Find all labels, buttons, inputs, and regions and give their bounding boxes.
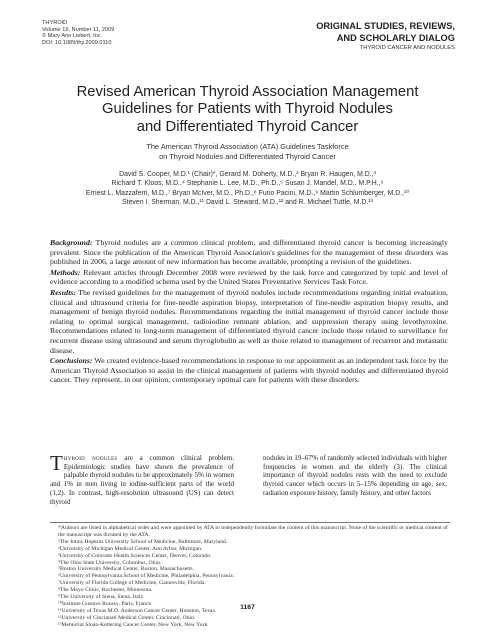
conclusions-text: We created evidence-based recommendations in response to our appointment as an independent task force by the American Thyroid Association to assist in the clinical management of patients with thyroid nodules and differentiated thyroid cancer. They represent, in our opinion, contemporary optimal care for patients with these disorders. xyxy=(50,356,448,385)
affiliation: ²University of Michigan Medical Center, Ann Arbor, Michigan. xyxy=(58,545,203,552)
author-list xyxy=(40,170,455,207)
affiliation: ⁴The Ohio State University, Columbus, Ohio. xyxy=(58,559,162,566)
journal-volume: Volume 19, Number 11, 2009 xyxy=(42,26,115,33)
intro-text: are a common clinical problem. Epidemiologic studies have shown the prevalence of palpable thyroid nodules to be approximately 5% in women and 1% in men living in iodine-sufficient parts of the world (1,2). In contrast, high-resolution ultrasound (US) can detect thyroid xyxy=(50,454,234,506)
journal-name: THYROID xyxy=(42,20,68,26)
section-line-2: AND SCHOLARLY DIALOG xyxy=(336,32,455,43)
affiliation: ⁸The Mayo Clinic, Rochester, Minnesota. xyxy=(58,587,153,594)
footnotes xyxy=(58,525,450,629)
affiliation: ⁹The University of Siena, Siena, Italy. xyxy=(58,594,145,601)
affiliation: ¹³Memorial Sloan-Kettering Cancer Center, New York, New York. xyxy=(58,621,209,628)
author-line: Ernest L. Mazzaferri, M.D.,⁷ Bryan McIver, M.D., Ph.D.,⁸ Furio Pacini, M.D.,⁹ Martin Schlumberger, M.D.,¹⁰ xyxy=(85,189,410,197)
affiliation: ¹¹University of Texas M.D. Anderson Cancer Center, Houston, Texas. xyxy=(58,607,217,614)
background-text: Thyroid nodules are a common clinical problem, and differentiated thyroid cancer is becoming increasingly prevalent. Since the publication of the American Thyroid Association's guidelines for the management of these disorders was published in 2006, a large amount of new information has become available, prompting a revision of the guidelines. xyxy=(50,238,448,267)
article-title xyxy=(40,84,455,136)
journal-info xyxy=(42,20,114,46)
taskforce-line: on Thyroid Nodules and Differentiated Thyroid Cancer xyxy=(159,151,336,161)
smallcaps-lead: hyroid nodules xyxy=(63,454,118,462)
title-line: Revised American Thyroid Association Management xyxy=(76,84,419,100)
affiliation: ⁵Boston University Medical Center, Boston, Massachusetts. xyxy=(58,566,195,573)
affiliation: ¹The Johns Hopkins University School of Medicine, Baltimore, Maryland. xyxy=(58,538,228,545)
abstract-background xyxy=(50,238,448,267)
background-label: Background: xyxy=(50,238,93,247)
intro-paragraph xyxy=(50,451,234,506)
body-column-right xyxy=(263,454,447,498)
conclusions-label: Conclusions: xyxy=(50,356,93,366)
affiliation: ¹²University of Cincinnati Medical Center, Cincinnati, Ohio. xyxy=(58,614,196,621)
title-line: and Differentiated Thyroid Cancer xyxy=(136,118,359,135)
section-subheading: THYROID CANCER AND NODULES xyxy=(359,45,455,51)
methods-label: Methods: xyxy=(50,267,81,277)
title-line: Guidelines for Patients with Thyroid Nodules xyxy=(102,101,393,118)
taskforce-name xyxy=(40,142,455,161)
affiliation: ¹⁰Institute Gustave Roussy, Paris, France. xyxy=(58,600,153,607)
abstract-conclusions xyxy=(50,356,448,385)
body-column-left xyxy=(50,451,234,506)
taskforce-line: The American Thyroid Association (ATA) Guidelines Taskforce xyxy=(146,142,349,151)
abstract-results xyxy=(50,288,448,355)
footnote-divider xyxy=(50,522,450,523)
methods-text: Relevant articles through December 2008 were reviewed by the task force and categorized by topic and level of evidence according to a modified schema used by the United States Preventative Services Task Force. xyxy=(50,267,448,287)
section-header xyxy=(316,21,455,53)
results-text: The revised guidelines for the management of thyroid nodules include recommendations regarding initial evaluation, clinical and ultrasound criteria for fine-needle aspiration biopsy, interpretation of fine-needle aspiration biopsy results, and management of benign thyroid nodules. Recommendations regarding the initial management of thyroid cancer include those relating to optimal surgical management, radioiodine remnant ablation, and suppression therapy using levothyroxine. Recommendations related to long-term management of differentiated thyroid cancer include those related to surveillance for recurrent disease using ultrasound and serum thyroglobulin as well as those related to management of recurrent and metastatic disease. xyxy=(50,287,448,355)
page-number: 1167 xyxy=(240,604,255,611)
footnote-authors: *Authors are listed in alphabetical order and were appointed by ATA to independently formulate the content of this manuscript. None of the scientific or medical content of the manuscript was dictated by the ATA. xyxy=(58,525,448,538)
section-line-1: ORIGINAL STUDIES, REVIEWS, xyxy=(316,21,455,31)
affiliation: ⁶University of Pennsylvania School of Medicine, Philadelphia, Pennsylvania. xyxy=(58,573,235,580)
affiliation: ³University of Colorado Health Sciences Center, Denver, Colorado. xyxy=(58,552,212,559)
author-line: Richard T. Kloos, M.D.,⁴ Stephanie L. Lee, M.D., Ph.D.,⁵ Susan J. Mandel, M.D., M.P.H.,⁶ xyxy=(111,180,384,188)
results-label: Results: xyxy=(50,287,76,297)
intro-continued: nodules in 19–67% of randomly selected individuals with higher frequencies in women and the elderly (3). The clinical importance of thyroid nodules rests with the need to exclude thyroid cancer which occurs in 5–15% depending on age, sex, radiation exposure history, family history, and other factors xyxy=(263,454,447,497)
author-line: David S. Cooper, M.D.¹ (Chair)*, Gerard M. Doherty, M.D.,² Bryan R. Haugen, M.D.,³ xyxy=(119,171,376,178)
drop-cap: T xyxy=(50,451,63,475)
abstract xyxy=(50,238,448,386)
doi: DOI: 10.1089/thy.2009.0110 xyxy=(42,39,112,46)
author-line: Steven I. Sherman, M.D.,¹¹ David L. Steward, M.D.,¹² and R. Michael Tuttle, M.D.¹³ xyxy=(122,198,373,206)
affiliation: ⁷University of Florida College of Medicine, Gainesville, Florida. xyxy=(58,580,206,587)
publisher: © Mary Ann Liebert, Inc. xyxy=(42,33,103,40)
abstract-methods xyxy=(50,268,448,287)
